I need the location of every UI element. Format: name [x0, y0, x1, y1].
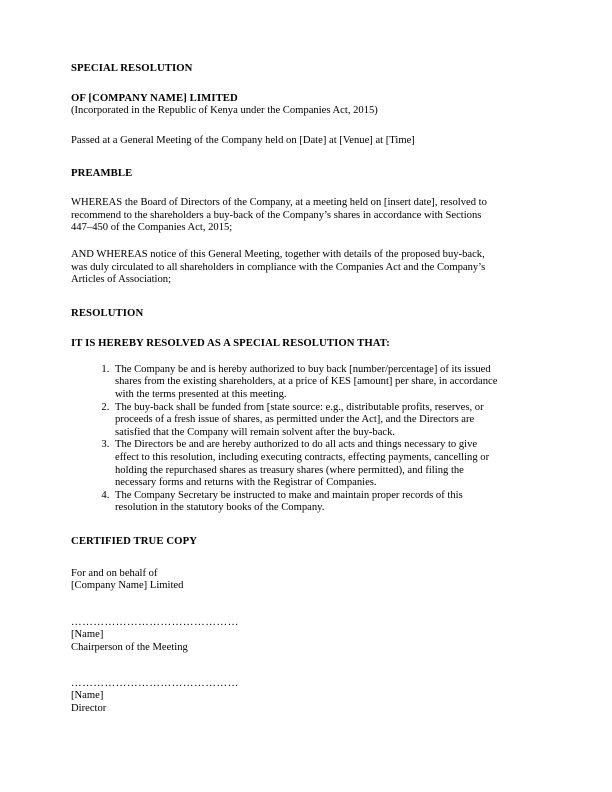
spacer [71, 235, 500, 249]
passed-at-line: Passed at a General Meeting of the Company held on [Date] at [Venue] at [Time] [71, 134, 415, 146]
document-title: SPECIAL RESOLUTION [71, 62, 193, 74]
resolution-heading: RESOLUTION [71, 306, 144, 319]
preamble-section [71, 167, 500, 287]
preamble-paragraph: AND WHEREAS notice of this General Meeting, together with details of the proposed buy-back, was duly circulated to all shareholders in compliance with the Companies Act and the Company’s Articles of Association; [71, 248, 486, 286]
spacer [71, 147, 500, 167]
certification-section [71, 535, 500, 716]
title-block [71, 62, 500, 147]
spacer [71, 287, 500, 307]
document-body [71, 62, 500, 715]
signature-name-placeholder: [Name] [71, 690, 104, 702]
resolution-list-item: 3. The Directors be and are hereby authorized to do all acts and things necessary to give effect to this resolution, including executing contracts, effecting payments, cancelling or holding the repurchased shares as treasury shares (where permitted), and filing the necessary forms and returns with the Registrar of Companies. [112, 439, 500, 489]
company-name-behalf-line: [Company Name] Limited [71, 580, 184, 592]
resolution-list [71, 364, 500, 515]
certified-true-copy-heading: CERTIFIED TRUE COPY [71, 534, 198, 547]
signature-line[interactable]: ……………………………………… [71, 678, 239, 690]
resolution-list-item: 4. The Company Secretary be instructed to make and maintain proper records of this resolution in the statutory books of the Company. [112, 490, 500, 515]
signature-role: Director [71, 702, 107, 714]
resolution-list-item: 2. The buy-back shall be funded from [state source: e.g., distributable profits, reserves, or proceeds of a fresh issue of shares, as permitted under the Act], and the Directors are satisfied that the Company will remain solvent after the buy-back. [112, 402, 500, 440]
resolution-section [71, 307, 500, 515]
spacer [71, 548, 500, 568]
resolution-list-item: 1. The Company be and is hereby authorized to buy back [number/percentage] of its issued shares from the existing shareholders, at a price of KES [amount] per share, in accordance with the terms presented at this meeting. [112, 364, 500, 402]
spacer [71, 515, 500, 535]
spacer [71, 118, 500, 135]
preamble-paragraph: WHEREAS the Board of Directors of the Company, at a meeting held on [insert date], resolved to recommend to the shareholders a buy-back of the Company’s shares in accordance with Sections 447–450 of the Companies Act, 2015; [71, 197, 487, 234]
preamble-heading: PREAMBLE [71, 167, 133, 180]
signature-line[interactable]: ……………………………………… [71, 617, 239, 629]
spacer [71, 654, 500, 678]
spacer [71, 350, 500, 364]
spacer [71, 75, 500, 92]
signature-role: Chairperson of the Meeting [71, 641, 188, 653]
resolution-subheading: IT IS HEREBY RESOLVED AS A SPECIAL RESOLUTION THAT: [71, 336, 390, 349]
spacer [71, 320, 500, 337]
company-name-line: OF [COMPANY NAME] LIMITED [71, 92, 238, 104]
incorporation-line: (Incorporated in the Republic of Kenya under the Companies Act, 2015) [71, 105, 378, 116]
signature-block-director [71, 678, 500, 715]
spacer [71, 180, 500, 197]
signature-name-placeholder: [Name] [71, 629, 104, 641]
on-behalf-of-line: For and on behalf of [71, 567, 158, 579]
spacer [71, 593, 500, 617]
signature-block-chairperson [71, 617, 500, 654]
